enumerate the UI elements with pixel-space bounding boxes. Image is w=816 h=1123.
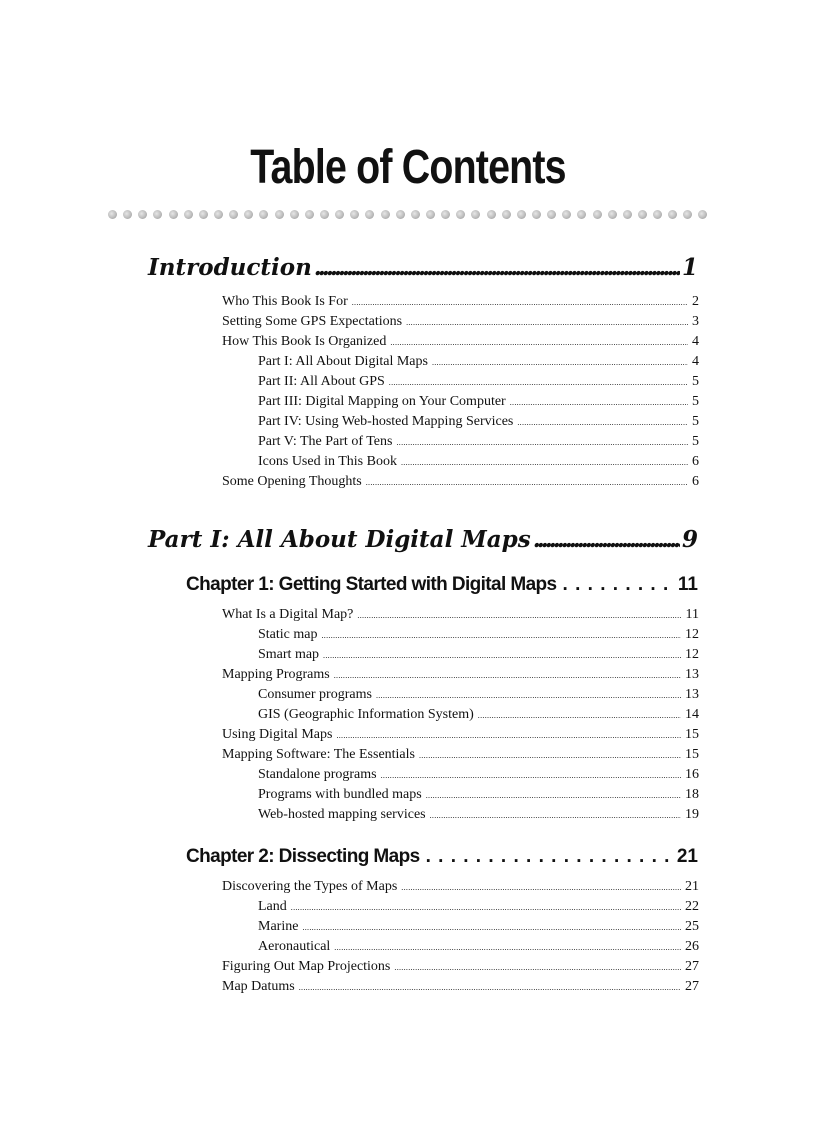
divider-dot	[456, 210, 465, 219]
dot-leader	[352, 298, 688, 307]
divider-dot	[653, 210, 662, 219]
dot-leader	[291, 903, 681, 912]
toc-subentry[interactable]	[258, 807, 699, 823]
toc-page-number: 15	[685, 747, 699, 762]
dot-leader	[302, 923, 681, 932]
dot-leader	[390, 338, 688, 347]
toc-page-number: 11	[677, 574, 698, 595]
divider-dot	[169, 210, 178, 219]
toc-entry[interactable]	[222, 607, 699, 623]
toc-entry[interactable]	[222, 727, 699, 743]
toc-subentry[interactable]	[258, 687, 699, 703]
toc-page-number: 15	[685, 727, 699, 742]
dot-leader	[357, 611, 681, 620]
dot-leader	[478, 711, 681, 720]
divider-dot	[320, 210, 329, 219]
divider-dot	[275, 210, 284, 219]
toc-page-number: 5	[692, 414, 699, 429]
toc-page-number: 5	[692, 394, 699, 409]
toc-page-number: 25	[685, 919, 699, 934]
dot-rule-divider	[108, 207, 708, 221]
dot-leader	[336, 731, 681, 740]
toc-entry[interactable]	[222, 747, 699, 763]
toc-entry[interactable]	[222, 979, 699, 995]
divider-dot	[441, 210, 450, 219]
dot-leader	[334, 671, 681, 680]
toc-entry[interactable]	[222, 959, 699, 975]
toc-entry-label: Mapping Programs	[222, 667, 330, 682]
dot-leader	[322, 631, 682, 640]
toc-entry-label: Web-hosted mapping services	[258, 807, 426, 822]
dot-leader	[563, 574, 672, 596]
toc-entry-label: Icons Used in This Book	[258, 454, 397, 469]
divider-dot	[290, 210, 299, 219]
toc-page-number: 13	[685, 687, 699, 702]
toc-entry-label: Part III: Digital Mapping on Your Computer	[258, 394, 506, 409]
toc-subentry[interactable]	[258, 454, 699, 470]
divider-dot	[623, 210, 632, 219]
toc-entry-label: What Is a Digital Map?	[222, 607, 354, 622]
dot-leader	[430, 811, 681, 820]
toc-subentry[interactable]	[258, 919, 699, 935]
toc-page-number: 3	[692, 314, 699, 329]
divider-dot	[153, 210, 162, 219]
toc-page-number: 11	[685, 607, 699, 622]
divider-dot	[350, 210, 359, 219]
divider-dot	[411, 210, 420, 219]
toc-entry-label: Part IV: Using Web-hosted Mapping Services	[258, 414, 514, 429]
toc-entry-label: Land	[258, 899, 287, 914]
dot-leader	[426, 791, 681, 800]
toc-subentry[interactable]	[258, 434, 699, 450]
toc-subentry[interactable]	[258, 354, 699, 370]
divider-dot	[698, 210, 707, 219]
divider-dot	[517, 210, 526, 219]
toc-subentry[interactable]	[258, 627, 699, 643]
toc-page-number: 13	[685, 667, 699, 682]
toc-page-number: 4	[692, 334, 699, 349]
divider-dot	[381, 210, 390, 219]
toc-chapter-2[interactable]	[186, 846, 698, 868]
toc-entry[interactable]	[222, 294, 699, 310]
dot-leader	[376, 691, 681, 700]
toc-subentry[interactable]	[258, 374, 699, 390]
dot-leader	[419, 751, 681, 760]
toc-page-number: 5	[692, 374, 699, 389]
toc-entry[interactable]	[222, 334, 699, 350]
toc-part-introduction[interactable]	[148, 254, 698, 281]
toc-entry-label: GIS (Geographic Information System)	[258, 707, 474, 722]
dot-leader	[381, 771, 681, 780]
toc-page-number: 16	[685, 767, 699, 782]
toc-subentry[interactable]	[258, 394, 699, 410]
toc-page-number: 1	[681, 254, 698, 281]
divider-dot	[184, 210, 193, 219]
dot-leader	[401, 458, 688, 467]
divider-dot	[502, 210, 511, 219]
dot-leader	[366, 478, 688, 487]
toc-entry[interactable]	[222, 314, 699, 330]
dot-leader	[323, 651, 681, 660]
toc-subentry[interactable]	[258, 899, 699, 915]
toc-entry-label: Part V: The Part of Tens	[258, 434, 393, 449]
toc-entry-label: Figuring Out Map Projections	[222, 959, 391, 974]
dot-leader	[314, 254, 680, 281]
toc-entry-label: Smart map	[258, 647, 320, 662]
toc-entry-label: Who This Book Is For	[222, 294, 348, 309]
divider-dot	[108, 210, 117, 219]
toc-page-number: 6	[692, 474, 699, 489]
dot-leader	[299, 983, 681, 992]
toc-page-number: 4	[692, 354, 699, 369]
dot-leader	[510, 398, 688, 407]
dot-leader	[394, 963, 681, 972]
dot-leader	[533, 526, 680, 553]
toc-page-number: 12	[685, 647, 699, 662]
toc-page-number: 9	[681, 526, 698, 553]
toc-entry-label: Discovering the Types of Maps	[222, 879, 398, 894]
toc-part-label: Part I: All About Digital Maps	[148, 526, 531, 553]
toc-subentry[interactable]	[258, 414, 699, 430]
divider-dot	[471, 210, 480, 219]
toc-entry-label: Static map	[258, 627, 318, 642]
toc-page-number: 18	[685, 787, 699, 802]
toc-entry-label: Aeronautical	[258, 939, 331, 954]
toc-page-number: 19	[685, 807, 699, 822]
dot-leader	[389, 378, 688, 387]
toc-entry-label: Some Opening Thoughts	[222, 474, 362, 489]
divider-dot	[562, 210, 571, 219]
dot-leader	[401, 883, 681, 892]
toc-page-number: 21	[676, 846, 698, 867]
toc-entry-label: Using Digital Maps	[222, 727, 333, 742]
toc-subentry[interactable]	[258, 707, 699, 723]
toc-entry-label: Part I: All About Digital Maps	[258, 354, 428, 369]
toc-page-number: 22	[685, 899, 699, 914]
toc-entry-label: Marine	[258, 919, 299, 934]
divider-dot	[244, 210, 253, 219]
divider-dot	[396, 210, 405, 219]
toc-page-number: 14	[685, 707, 699, 722]
divider-dot	[229, 210, 238, 219]
toc-entry-label: Standalone programs	[258, 767, 377, 782]
toc-page-number: 27	[685, 979, 699, 994]
dot-leader	[426, 846, 671, 868]
toc-entry[interactable]	[222, 667, 699, 683]
toc-entry-label: Map Datums	[222, 979, 295, 994]
divider-dot	[305, 210, 314, 219]
divider-dot	[259, 210, 268, 219]
toc-part-label: Introduction	[148, 254, 312, 281]
toc-chapter-label: Chapter 2: Dissecting Maps	[186, 846, 420, 867]
divider-dot	[577, 210, 586, 219]
toc-entry[interactable]	[222, 879, 699, 895]
toc-page-number: 2	[692, 294, 699, 309]
toc-entry[interactable]	[222, 474, 699, 490]
toc-subentry[interactable]	[258, 767, 699, 783]
toc-entry-label: Programs with bundled maps	[258, 787, 422, 802]
toc-entry-label: Setting Some GPS Expectations	[222, 314, 403, 329]
divider-dot	[426, 210, 435, 219]
toc-subentry[interactable]	[258, 647, 699, 663]
divider-dot	[608, 210, 617, 219]
toc-subentry[interactable]	[258, 787, 699, 803]
dot-leader	[432, 358, 688, 367]
divider-dot	[199, 210, 208, 219]
toc-subentry[interactable]	[258, 939, 699, 955]
divider-dot	[335, 210, 344, 219]
dot-leader	[334, 943, 681, 952]
toc-page-number: 27	[685, 959, 699, 974]
divider-dot	[123, 210, 132, 219]
toc-page-number: 26	[685, 939, 699, 954]
toc-page-number: 5	[692, 434, 699, 449]
divider-dot	[532, 210, 541, 219]
dot-leader	[517, 418, 688, 427]
toc-page-number: 6	[692, 454, 699, 469]
toc-part-1[interactable]	[148, 526, 698, 553]
dot-leader	[406, 318, 688, 327]
dot-leader	[396, 438, 688, 447]
divider-dot	[638, 210, 647, 219]
divider-dot	[138, 210, 147, 219]
toc-chapter-label: Chapter 1: Getting Started with Digital Maps	[186, 574, 557, 595]
toc-entry-label: How This Book Is Organized	[222, 334, 387, 349]
page-title: Table of Contents	[250, 141, 566, 194]
toc-entry-label: Consumer programs	[258, 687, 372, 702]
divider-dot	[365, 210, 374, 219]
toc-entry-label: Part II: All About GPS	[258, 374, 385, 389]
toc-entry-label: Mapping Software: The Essentials	[222, 747, 415, 762]
toc-page-number: 12	[685, 627, 699, 642]
divider-dot	[547, 210, 556, 219]
toc-page-number: 21	[685, 879, 699, 894]
divider-dot	[214, 210, 223, 219]
toc-chapter-1[interactable]	[186, 574, 698, 596]
divider-dot	[487, 210, 496, 219]
divider-dot	[668, 210, 677, 219]
divider-dot	[593, 210, 602, 219]
divider-dot	[683, 210, 692, 219]
